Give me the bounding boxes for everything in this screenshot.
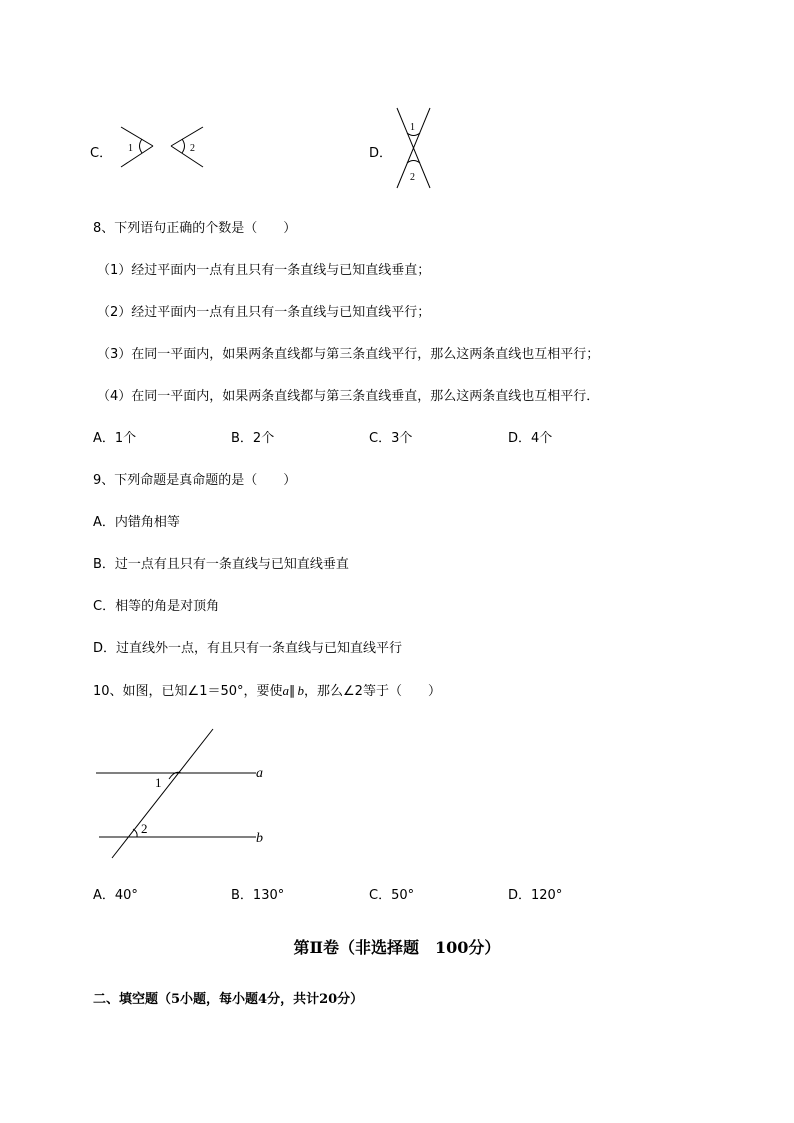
q10-option-d[interactable]: D．120°: [508, 888, 563, 903]
q9-stem: 9、下列命题是真命题的是（ ）: [93, 473, 297, 488]
q10-transversal: [112, 729, 213, 858]
c-right-ray-top: [171, 127, 203, 146]
q10-stem-parallel: ∥: [289, 684, 296, 699]
d-angle2-arc: [407, 161, 420, 164]
q8-statement-3: （3）在同一平面内，如果两条直线都与第三条直线平行，那么这两条直线也互相平行；: [97, 347, 600, 362]
d-angle1-label: 1: [410, 122, 415, 133]
q8-statement-1: （1）经过平面内一点有且只有一条直线与已知直线垂直；: [97, 263, 431, 278]
c-left-ray-top: [121, 127, 153, 146]
q9-option-c[interactable]: C．相等的角是对顶角: [93, 599, 220, 614]
q7-option-d-figure: [390, 105, 438, 191]
section2-title: 二、填空题（5小题，每小题4分，共计20分）: [93, 992, 364, 1007]
part2-title: 第Ⅱ卷（非选择题 100分）: [293, 938, 501, 957]
d-angle2-label: 2: [410, 172, 415, 183]
q10-stem-pre: 10、如图，已知∠1＝50°，要使: [93, 684, 283, 699]
q7-option-c-label[interactable]: C．: [90, 146, 113, 161]
q10-angle1-label: 1: [155, 775, 162, 790]
q8-option-a[interactable]: A．1个: [93, 431, 137, 446]
q8-option-c[interactable]: C．3个: [369, 431, 413, 446]
q10-option-b[interactable]: B．130°: [231, 888, 285, 903]
q7-option-d-label[interactable]: D．: [369, 146, 393, 161]
q9-option-d[interactable]: D．过直线外一点，有且只有一条直线与已知直线平行: [93, 641, 403, 656]
q8-stem: 8、下列语句正确的个数是（ ）: [93, 221, 297, 236]
q8-option-b[interactable]: B．2个: [231, 431, 275, 446]
q9-option-a[interactable]: A．内错角相等: [93, 515, 180, 530]
q7-option-c-figure: [115, 120, 210, 172]
q10-angle2-label: 2: [141, 821, 148, 836]
q10-stem-b: b: [297, 683, 305, 698]
q10-stem-a: a: [282, 683, 290, 698]
q10-figure: [90, 722, 280, 864]
q10-stem: [93, 683, 441, 700]
c-left-ray-bottom: [121, 146, 153, 167]
q10-option-a[interactable]: A．40°: [93, 888, 138, 903]
q10-line-a-label: a: [256, 766, 263, 781]
q9-option-b[interactable]: B．过一点有且只有一条直线与已知直线垂直: [93, 557, 349, 572]
c-angle2-label: 2: [190, 143, 195, 154]
d-angle1-arc: [407, 133, 420, 136]
c-angle1-label: 1: [128, 143, 133, 154]
q10-line-b-label: b: [256, 831, 263, 846]
c-angle1-arc: [140, 139, 143, 153]
q8-statement-2: （2）经过平面内一点有且只有一条直线与已知直线平行；: [97, 305, 431, 320]
c-right-ray-bottom: [171, 146, 203, 167]
c-angle2-arc: [182, 139, 185, 153]
q8-statement-4: （4）在同一平面内，如果两条直线都与第三条直线垂直，那么这两条直线也互相平行．: [97, 389, 600, 404]
q8-option-d[interactable]: D．4个: [508, 431, 553, 446]
q10-option-c[interactable]: C．50°: [369, 888, 415, 903]
q10-stem-post: ，那么∠2等于（ ）: [304, 684, 441, 699]
